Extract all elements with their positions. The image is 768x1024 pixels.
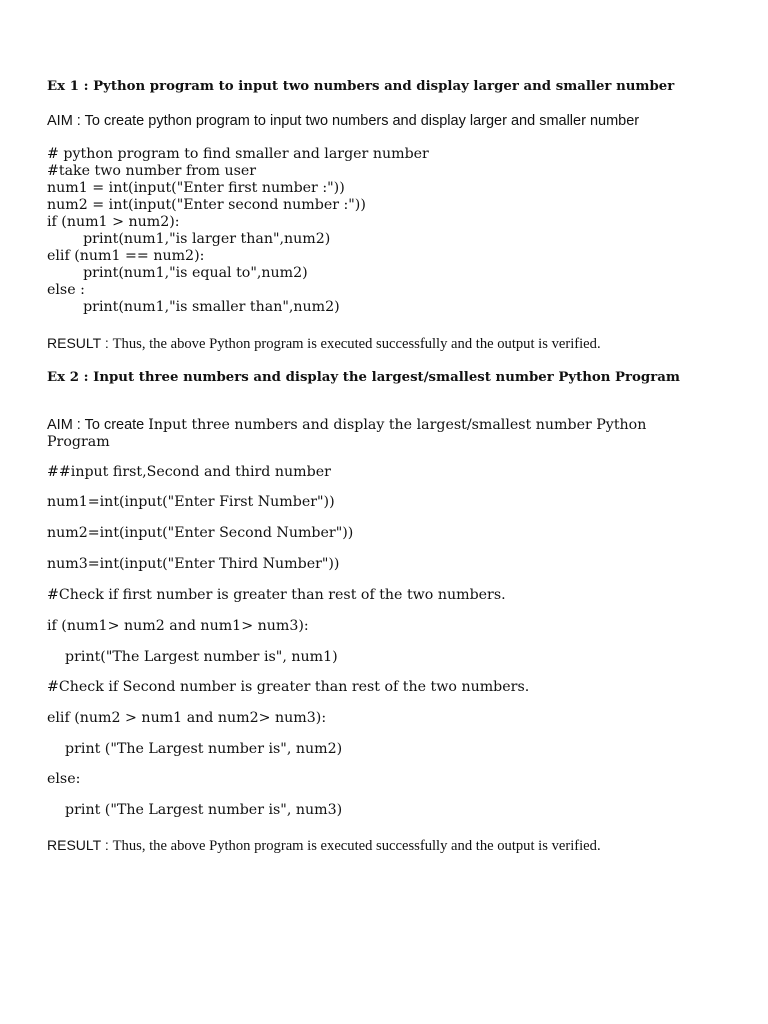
ex2-code-line: num3=int(input("Enter Third Number")) <box>47 556 340 572</box>
ex2-title: Ex 2 : Input three numbers and display the largest/smallest number Python Program <box>47 370 680 385</box>
ex2-code-line: num1=int(input("Enter First Number")) <box>47 494 335 510</box>
ex2-code-line: #Check if first number is greater than rest of the two numbers. <box>47 587 506 603</box>
ex1-title: Ex 1 : Python program to input two numbers and display larger and smaller number <box>47 79 675 94</box>
ex1-result-label: RESULT : <box>47 335 113 351</box>
ex2-code-line: num2=int(input("Enter Second Number")) <box>47 525 354 541</box>
ex2-code-line: print("The Largest number is", num1) <box>47 649 338 665</box>
ex2-aim <box>47 417 697 451</box>
ex1-code-block <box>47 146 429 316</box>
code-line: else : <box>47 282 85 298</box>
ex2-result-label: RESULT : <box>47 837 113 853</box>
code-line: #take two number from user <box>47 163 257 179</box>
code-line: print(num1,"is larger than",num2) <box>47 231 331 247</box>
ex2-code-line: else: <box>47 771 81 787</box>
ex1-aim-text: AIM : To create python program to input two numbers and display larger and smaller number <box>47 113 640 129</box>
ex2-code-line: #Check if Second number is greater than rest of the two numbers. <box>47 679 530 695</box>
ex2-code-line: elif (num2 > num1 and num2> num3): <box>47 710 327 726</box>
code-line: print(num1,"is smaller than",num2) <box>47 299 340 315</box>
ex2-aim-label: AIM : To create <box>47 417 149 433</box>
ex2-result <box>47 837 601 855</box>
ex2-code-line: ##input first,Second and third number <box>47 464 331 480</box>
ex2-aim-text: Input three numbers and display the largest/smallest number Python Program <box>47 417 647 450</box>
code-line: num1 = int(input("Enter first number :")) <box>47 180 345 196</box>
ex2-code-line: print ("The Largest number is", num2) <box>47 741 343 757</box>
ex2-code-line: print ("The Largest number is", num3) <box>47 802 343 818</box>
ex1-aim <box>47 113 639 129</box>
code-line: print(num1,"is equal to",num2) <box>47 265 308 281</box>
code-line: # python program to find smaller and larger number <box>47 146 429 162</box>
code-line: elif (num1 == num2): <box>47 248 205 264</box>
ex1-result <box>47 335 601 353</box>
code-line: if (num1 > num2): <box>47 214 180 230</box>
code-line: num2 = int(input("Enter second number :")) <box>47 197 366 213</box>
ex1-result-text: Thus, the above Python program is executed successfully and the output is verified. <box>112 336 601 352</box>
ex2-code-line: if (num1> num2 and num1> num3): <box>47 618 309 634</box>
ex2-result-text: Thus, the above Python program is executed successfully and the output is verified. <box>112 838 601 854</box>
